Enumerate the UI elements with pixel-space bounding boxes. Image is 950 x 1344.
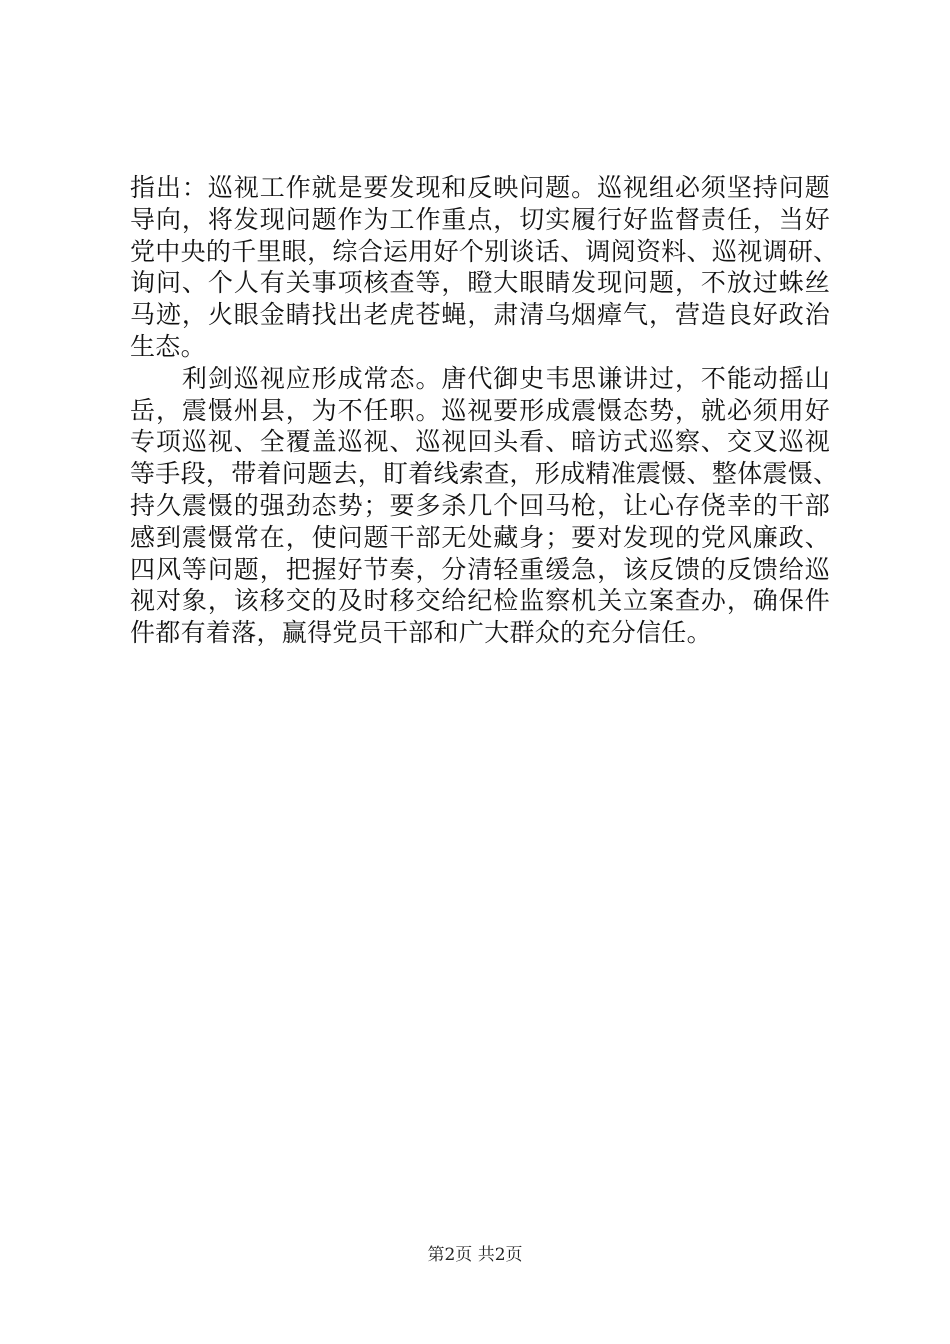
- text-line: 利剑巡视应形成常态。唐代御史韦思谦讲过，不能动摇山: [130, 363, 830, 393]
- text-line: 视对象，该移交的及时移交给纪检监察机关立案查办，确保件: [130, 586, 830, 616]
- text-line: 指出：巡视工作就是要发现和反映问题。巡视组必须坚持问题: [130, 173, 830, 202]
- text-line: 持久震慑的强劲态势；要多杀几个回马枪，让心存侥幸的干部: [130, 490, 830, 520]
- text-line: 生态。: [130, 331, 206, 361]
- paragraph-2: [130, 363, 839, 649]
- page-number-footer: 第2页 共2页: [427, 1245, 523, 1265]
- text-line: 专项巡视、全覆盖巡视、巡视回头看、暗访式巡察、交叉巡视: [130, 427, 830, 457]
- text-line: 党中央的千里眼，综合运用好个别谈话、调阅资料、巡视调研、: [130, 236, 839, 266]
- text-line: 等手段，带着问题去，盯着线索查，形成精准震慑、整体震慑、: [130, 459, 839, 489]
- document-body: [130, 172, 839, 649]
- text-line: 询问、个人有关事项核查等，瞪大眼睛发现问题，不放过蛛丝: [130, 268, 830, 298]
- text-line: 岳，震慑州县，为不任职。巡视要形成震慑态势，就必须用好: [130, 395, 830, 425]
- text-line: 感到震慑常在，使问题干部无处藏身；要对发现的党风廉政、: [130, 522, 830, 552]
- text-line: 导向，将发现问题作为工作重点，切实履行好监督责任，当好: [130, 204, 830, 234]
- text-line: 四风等问题，把握好节奏，分清轻重缓急，该反馈的反馈给巡: [130, 554, 830, 584]
- text-line: 件都有着落，赢得党员干部和广大群众的充分信任。: [130, 618, 712, 648]
- text-line: 马迹，火眼金睛找出老虎苍蝇，肃清乌烟瘴气，营造良好政治: [130, 300, 830, 330]
- paragraph-1: [130, 172, 839, 363]
